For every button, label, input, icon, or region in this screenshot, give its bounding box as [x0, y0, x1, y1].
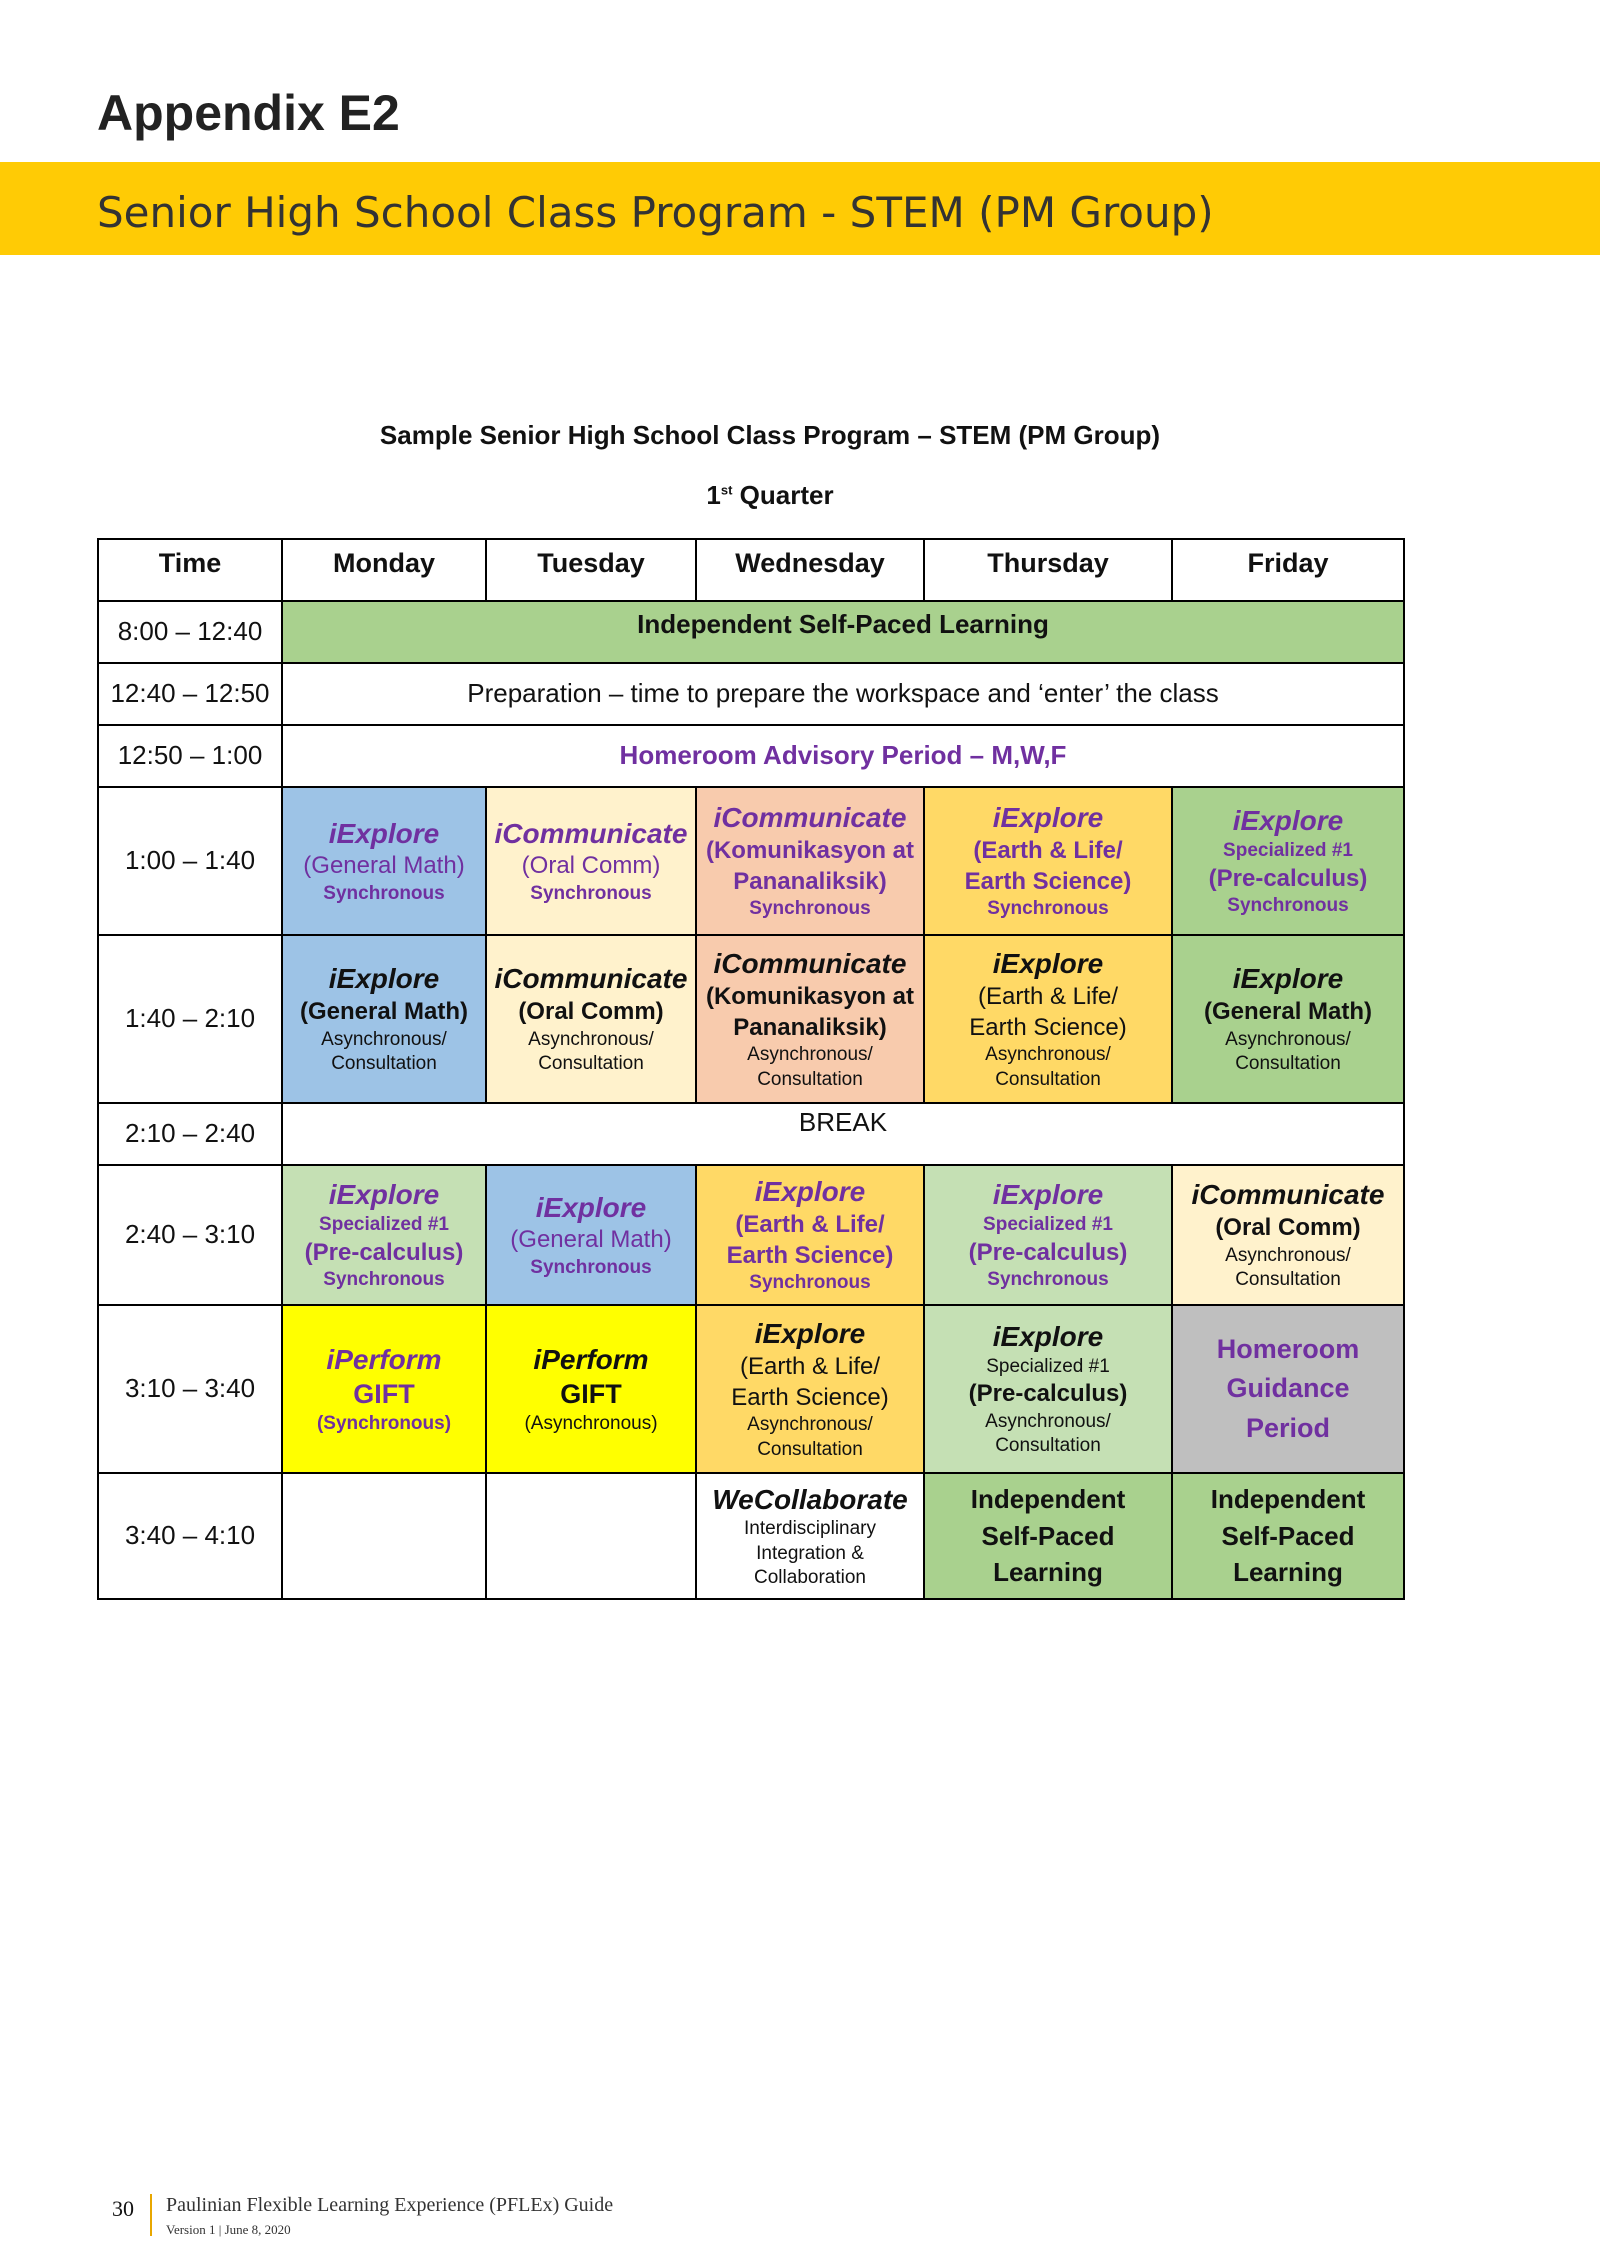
time-cell: 1:00 – 1:40: [98, 787, 282, 935]
subject-label: (General Math): [303, 852, 465, 880]
mode-label: Synchronous: [987, 898, 1109, 920]
specialized-label: Specialized #1: [983, 1214, 1113, 1236]
subject-label: (Earth & Life/: [977, 982, 1119, 1010]
mode-label: Asynchronous/: [985, 1044, 1111, 1066]
table-row: [98, 601, 1404, 663]
header-friday: Friday: [1172, 539, 1404, 601]
class-cell: [696, 935, 924, 1103]
class-title: iExplore: [992, 948, 1104, 980]
class-cell: [486, 1305, 696, 1473]
class-cell: [486, 1165, 696, 1305]
time-cell: 2:10 – 2:40: [98, 1103, 282, 1165]
table-header-row: [98, 539, 1404, 601]
mode-label: Asynchronous/: [321, 1028, 447, 1050]
class-title: iPerform: [533, 1343, 649, 1375]
class-title: iPerform: [326, 1343, 442, 1375]
class-title: iExplore: [328, 817, 440, 849]
subject-label: Earth Science): [964, 867, 1132, 895]
mode-label: Synchronous: [530, 883, 652, 905]
class-title: iExplore: [328, 1179, 440, 1211]
mode-label: Synchronous: [749, 898, 871, 920]
table-row: [98, 1103, 1404, 1165]
mode-label: Synchronous: [987, 1269, 1109, 1291]
class-title: iExplore: [328, 963, 440, 995]
mode-label: (Synchronous): [316, 1413, 452, 1435]
subject-label: (Oral Comm): [1215, 1214, 1361, 1242]
homeroom-guidance-cell: [1172, 1305, 1404, 1473]
independent-label: Independent: [1210, 1484, 1366, 1515]
mode-label: Consultation: [995, 1435, 1101, 1457]
mode-label: Synchronous: [323, 883, 445, 905]
guidance-label: Guidance: [1226, 1373, 1350, 1404]
mode-label: Consultation: [1235, 1053, 1341, 1075]
mode-label: Asynchronous/: [747, 1414, 873, 1436]
subject-label: (General Math): [1203, 998, 1373, 1026]
subject-label: (Komunikasyon at: [705, 982, 915, 1010]
class-cell: [924, 1165, 1172, 1305]
subject-label: (Oral Comm): [518, 998, 664, 1026]
class-cell: [1172, 935, 1404, 1103]
time-cell: 12:50 – 1:00: [98, 725, 282, 787]
subject-label: (Earth & Life/: [735, 1211, 885, 1239]
table-row: [98, 1473, 1404, 1599]
class-title: iExplore: [992, 1321, 1104, 1353]
empty-cell: [486, 1473, 696, 1599]
self-paced-label: Self-Paced: [981, 1520, 1115, 1551]
description-label: Interdisciplinary: [744, 1518, 876, 1540]
empty-cell: [282, 1473, 486, 1599]
class-cell: [924, 935, 1172, 1103]
class-title: iCommunicate: [713, 802, 907, 834]
class-cell: [924, 787, 1172, 935]
independent-learning-cell: Independent Self-Paced Learning: [282, 601, 1404, 663]
subject-label: Pananaliksik): [733, 1013, 887, 1041]
header-monday: Monday: [282, 539, 486, 601]
independent-learning-cell: [924, 1473, 1172, 1599]
specialized-label: Specialized #1: [319, 1214, 449, 1236]
table-title: Sample Senior High School Class Program – STEM (PM Group): [379, 420, 1161, 450]
class-cell: [282, 787, 486, 935]
period-label: Period: [1245, 1412, 1331, 1443]
mode-label: Consultation: [331, 1053, 437, 1075]
description-label: Integration &: [756, 1542, 864, 1564]
class-title: iCommunicate: [713, 948, 907, 980]
learning-label: Learning: [993, 1557, 1103, 1588]
header-time: Time: [98, 539, 282, 601]
learning-label: Learning: [1233, 1557, 1343, 1588]
mode-label: Consultation: [757, 1438, 863, 1460]
mode-label: Asynchronous/: [747, 1044, 873, 1066]
time-cell: 3:40 – 4:10: [98, 1473, 282, 1599]
class-cell: [1172, 787, 1404, 935]
class-title: iExplore: [754, 1176, 866, 1208]
mode-label: Asynchronous/: [1225, 1244, 1351, 1266]
table-row: [98, 935, 1404, 1103]
independent-learning-cell: [1172, 1473, 1404, 1599]
header-tuesday: Tuesday: [486, 539, 696, 601]
class-cell: [282, 1165, 486, 1305]
footer-version: Version 1 | June 8, 2020: [166, 2222, 291, 2237]
class-title: iCommunicate: [494, 817, 688, 849]
class-title: iExplore: [535, 1191, 647, 1223]
subject-label: (General Math): [299, 998, 469, 1026]
table-row: [98, 1165, 1404, 1305]
break-cell: BREAK: [282, 1103, 1404, 1165]
subject-label: GIFT: [353, 1379, 415, 1410]
mode-label: Asynchronous/: [1225, 1028, 1351, 1050]
quarter-label: 1st Quarter: [706, 480, 834, 510]
subject-label: (General Math): [510, 1226, 672, 1254]
subject-label: (Earth & Life/: [739, 1352, 881, 1380]
homeroom-advisory-cell: Homeroom Advisory Period – M,W,F: [282, 725, 1404, 787]
self-paced-label: Self-Paced: [1221, 1520, 1355, 1551]
mode-label: Consultation: [757, 1068, 863, 1090]
table-row: [98, 1305, 1404, 1473]
page-number: 30: [112, 2196, 134, 2221]
mode-label: Synchronous: [1227, 895, 1349, 917]
subject-label: (Pre-calculus): [968, 1238, 1128, 1266]
table-row: [98, 787, 1404, 935]
class-title: iCommunicate: [1191, 1179, 1385, 1211]
subject-label: (Oral Comm): [521, 852, 661, 880]
subject-label: (Pre-calculus): [968, 1380, 1128, 1408]
specialized-label: Specialized #1: [986, 1356, 1110, 1378]
footer-title: Paulinian Flexible Learning Experience (PFLEx) Guide: [166, 2194, 614, 2216]
subject-label: (Pre-calculus): [304, 1238, 464, 1266]
class-cell: [1172, 1165, 1404, 1305]
subject-label: (Earth & Life/: [973, 837, 1123, 865]
class-title: iExplore: [1232, 805, 1344, 837]
class-title: iExplore: [992, 1179, 1104, 1211]
class-title: iExplore: [992, 802, 1104, 834]
mode-label: Synchronous: [749, 1272, 871, 1294]
subject-label: (Pre-calculus): [1208, 864, 1368, 892]
class-cell: [282, 1305, 486, 1473]
class-cell: [486, 935, 696, 1103]
table-row: [98, 725, 1404, 787]
time-cell: 12:40 – 12:50: [98, 663, 282, 725]
class-cell: [924, 1305, 1172, 1473]
class-title: iExplore: [754, 1318, 866, 1350]
header-wednesday: Wednesday: [696, 539, 924, 601]
subject-label: Pananaliksik): [733, 867, 887, 895]
independent-label: Independent: [970, 1484, 1126, 1515]
specialized-label: Specialized #1: [1223, 840, 1353, 862]
mode-label: Consultation: [1235, 1269, 1341, 1291]
time-cell: 2:40 – 3:10: [98, 1165, 282, 1305]
description-label: Collaboration: [754, 1567, 866, 1589]
class-cell: [696, 787, 924, 935]
footer-divider: [150, 2194, 152, 2236]
subject-label: Earth Science): [731, 1383, 889, 1411]
header-thursday: Thursday: [924, 539, 1172, 601]
appendix-heading: Appendix E2: [97, 85, 400, 141]
table-row: [98, 663, 1404, 725]
mode-label: Synchronous: [323, 1269, 445, 1291]
class-title: iCommunicate: [494, 963, 688, 995]
class-title: WeCollaborate: [712, 1483, 908, 1515]
mode-label: Synchronous: [530, 1257, 652, 1279]
homeroom-label: Homeroom: [1216, 1334, 1360, 1365]
mode-label: Consultation: [995, 1068, 1101, 1090]
time-cell: 1:40 – 2:10: [98, 935, 282, 1103]
subject-label: (Komunikasyon at: [705, 837, 915, 865]
class-cell: [282, 935, 486, 1103]
preparation-cell: Preparation – time to prepare the workspace and ‘enter’ the class: [282, 663, 1404, 725]
class-cell: [696, 1305, 924, 1473]
mode-label: Consultation: [538, 1053, 644, 1075]
class-program-table: [97, 538, 1405, 1600]
time-cell: 8:00 – 12:40: [98, 601, 282, 663]
mode-label: Asynchronous/: [985, 1411, 1111, 1433]
class-cell: [696, 1473, 924, 1599]
time-cell: 3:10 – 3:40: [98, 1305, 282, 1473]
class-cell: [696, 1165, 924, 1305]
mode-label: Asynchronous/: [528, 1028, 654, 1050]
banner-title: Senior High School Class Program - STEM (PM Group): [97, 188, 1214, 237]
subject-label: GIFT: [560, 1379, 622, 1410]
class-title: iExplore: [1232, 963, 1344, 995]
class-cell: [486, 787, 696, 935]
mode-label: (Asynchronous): [524, 1413, 658, 1435]
subject-label: Earth Science): [726, 1241, 894, 1269]
subject-label: Earth Science): [969, 1013, 1127, 1041]
